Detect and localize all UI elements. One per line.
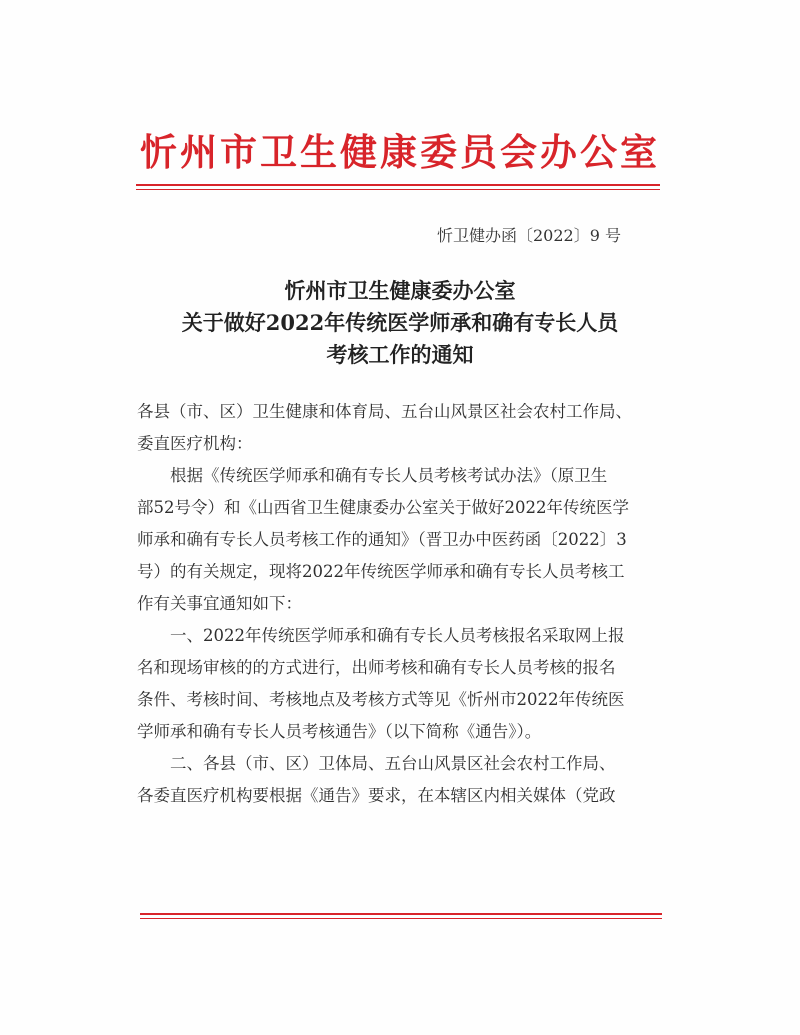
document-number: 忻卫健办函〔2022〕9 号 (437, 226, 621, 245)
footer-red-rule-thin (140, 918, 662, 919)
title-line-3: 考核工作的通知 (326, 342, 474, 367)
paragraph-1-line-5: 作有关事宜通知如下： (137, 594, 302, 613)
paragraph-1-line-2: 部52号令）和《山西省卫生健康委办公室关于做好2022年传统医学 (137, 498, 629, 517)
issuing-authority-header: 忻州市卫生健康委员会办公室 (140, 130, 660, 174)
title-line-1: 忻州市卫生健康委办公室 (284, 278, 516, 303)
paragraph-1-line-4: 号）的有关规定，现将2022年传统医学师承和确有专长人员考核工 (137, 562, 625, 581)
paragraph-1-line-3: 师承和确有专长人员考核工作的通知》（晋卫办中医药函〔2022〕3 (137, 530, 627, 549)
addressee-line-2: 委直医疗机构： (137, 434, 253, 453)
paragraph-3-line-1: 二、各县（市、区）卫体局、五台山风景区社会农村工作局、 (170, 754, 616, 773)
paragraph-1-line-1: 根据《传统医学师承和确有专长人员考核考试办法》（原卫生 (170, 466, 608, 485)
paragraph-2-line-1: 一、2022年传统医学师承和确有专长人员考核报名采取网上报 (170, 626, 625, 645)
document-body (137, 396, 667, 812)
document-title (140, 275, 660, 371)
paragraph-3-line-2: 各委直医疗机构要根据《通告》要求，在本辖区内相关媒体（党政 (137, 786, 616, 805)
header-red-rule (136, 184, 660, 186)
paragraph-2-line-4: 学师承和确有专长人员考核通告》（以下简称《通告》）。 (137, 722, 542, 741)
footer-red-rule (140, 913, 662, 915)
header-red-rule-thin (136, 189, 660, 190)
title-line-2: 关于做好2022年传统医学师承和确有专长人员 (181, 310, 619, 335)
addressee-line-1: 各县（市、区）卫生健康和体育局、五台山风景区社会农村工作局、 (137, 402, 632, 421)
paragraph-2-line-3: 条件、考核时间、考核地点及考核方式等见《忻州市2022年传统医 (137, 690, 625, 709)
paragraph-2-line-2: 名和现场审核的的方式进行，出师考核和确有专长人员考核的报名 (137, 658, 616, 677)
